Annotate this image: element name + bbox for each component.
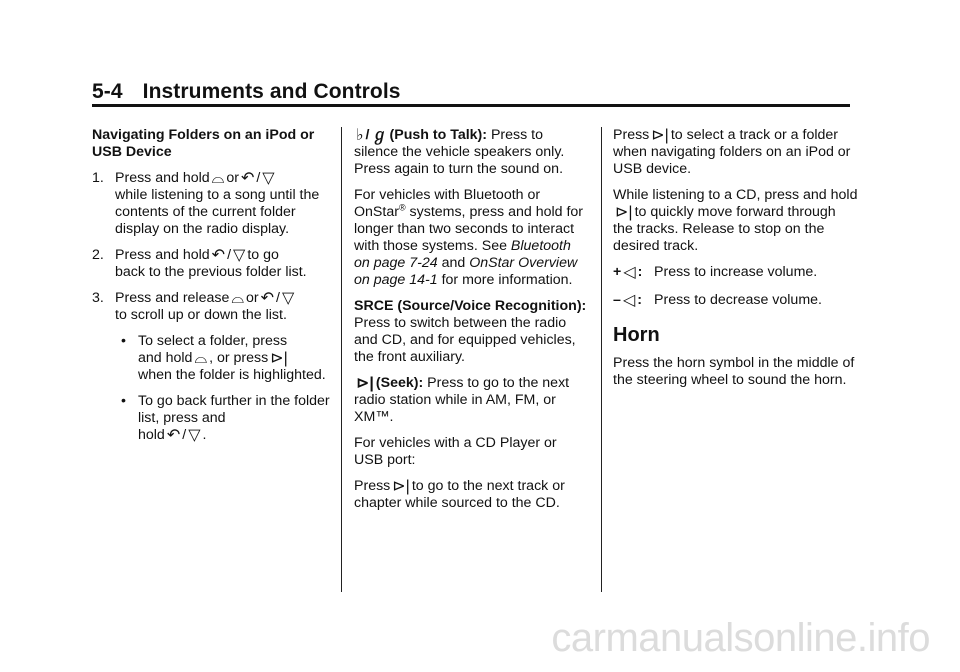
seek-next-icon: ⊳|	[615, 204, 633, 221]
ptt-label: (Push to Talk):	[389, 127, 487, 143]
seek-next-icon: ⊳|	[270, 350, 288, 367]
step-text: while listening to a song until the contents of the current folder display on the radio display.	[115, 187, 320, 237]
step-number: 3.	[92, 290, 104, 306]
srce-text: Press to switch between the radio and CD, and for equipped vehicles, the front auxiliary.	[354, 315, 576, 365]
bullet-text: To select a folder, press	[138, 333, 288, 349]
up-arrow-icon: ⌓	[211, 170, 225, 187]
bullet-text: and hold	[138, 350, 193, 366]
bullet-dot: •	[121, 333, 126, 349]
volume-down-row	[613, 292, 858, 309]
bt-text: for more information.	[437, 272, 573, 288]
srce-label: SRCE (Source/Voice Recognition):	[354, 298, 587, 314]
bullet-text: To go back further in the folder list, press and	[138, 393, 330, 426]
step-text: /	[256, 170, 261, 186]
down-triangle-icon: ▽	[282, 290, 295, 307]
bullet-dot: •	[121, 393, 126, 409]
volume-up-text: Press to increase volume.	[654, 264, 818, 280]
track-paragraph	[613, 127, 858, 178]
forward-paragraph	[613, 187, 858, 255]
volume-down-text: Press to decrease volume.	[654, 292, 822, 308]
seek-text: Press to go to the next radio station while in AM, FM, or XM™.	[354, 375, 570, 425]
volume-up-sign: +	[613, 264, 622, 280]
srce-paragraph	[354, 298, 589, 366]
step-text: /	[227, 247, 232, 263]
step-text: to scroll up or down the list.	[115, 307, 287, 323]
cd-paragraph: For vehicles with a CD Player or USB port:	[354, 435, 557, 468]
seek-next-icon: ⊳|	[651, 127, 669, 144]
ptt-text: Press to silence the vehicle speakers only. Press again to turn the sound on.	[354, 127, 565, 177]
step-text: Press and hold	[115, 170, 210, 186]
step-text: or	[246, 290, 259, 306]
step-1	[92, 170, 337, 238]
ptt-slash: /	[365, 127, 370, 143]
volume-down-key: – ◁ :	[613, 292, 642, 309]
volume-up-row	[613, 264, 858, 281]
step-2	[92, 247, 337, 281]
up-arrow-icon: ⌓	[231, 290, 245, 307]
seek-label: (Seek):	[375, 375, 424, 391]
step-text: or	[226, 170, 239, 186]
cross-reference: Bluetooth on page 7-24	[354, 238, 571, 271]
step-3	[92, 290, 337, 324]
column-divider	[601, 127, 602, 592]
watermark: carmanualsonline.info	[551, 616, 930, 660]
step-text: /	[276, 290, 280, 306]
bullet-item	[115, 333, 337, 384]
bullet-text: , or press	[209, 350, 269, 366]
column-2	[354, 127, 589, 521]
bt-text: and	[437, 255, 470, 271]
push-to-talk-icon: ℊ	[371, 127, 388, 144]
horn-paragraph: Press the horn symbol in the middle of the steering wheel to sound the horn.	[613, 355, 855, 388]
volume-down-sign: –	[613, 292, 621, 308]
up-arrow-icon: ⌓	[194, 350, 208, 367]
registered-mark: ®	[398, 202, 406, 213]
column-1	[92, 127, 337, 453]
push-to-talk-icon: ♭	[356, 127, 364, 144]
bullet-text: /	[182, 427, 187, 443]
seek-next-icon: ⊳|	[356, 375, 374, 392]
back-icon: ↶	[211, 247, 226, 264]
bullet-text: hold	[138, 427, 165, 443]
forward-text: While listening to a CD, press and hold	[613, 187, 858, 203]
bt-text: For vehicles with Bluetooth or OnStar	[354, 187, 541, 220]
volume-icon: ◁	[623, 264, 636, 281]
section-heading: Navigating Folders on an iPod or USB Device	[92, 127, 315, 160]
page-header	[92, 80, 401, 104]
press-text: to go to the next track or chapter while sourced to the CD.	[354, 478, 565, 511]
press-text: Press	[354, 478, 391, 494]
step-text: back to the previous folder list.	[115, 264, 307, 280]
step-number: 2.	[92, 247, 104, 263]
page-title: Instruments and Controls	[142, 80, 401, 103]
volume-icon: ◁	[622, 292, 636, 309]
back-icon: ↶	[240, 170, 255, 187]
press-paragraph	[354, 478, 589, 512]
step-text: to go	[247, 247, 279, 263]
track-text: to select a track or a folder when navigating folders on an iPod or USB device.	[613, 127, 851, 177]
bullet-item	[115, 393, 337, 444]
cross-reference: OnStar Overview on page 14-1	[354, 255, 578, 288]
column-3	[613, 127, 858, 398]
down-triangle-icon: ▽	[188, 427, 201, 444]
bullet-list	[115, 333, 337, 444]
page-number: 5-4	[92, 80, 123, 103]
down-triangle-icon: ▽	[233, 247, 246, 264]
column-divider	[341, 127, 342, 592]
seek-paragraph	[354, 375, 589, 426]
step-text: Press and hold	[115, 247, 210, 263]
bullet-text: .	[202, 427, 207, 443]
forward-text: to quickly move forward through the tracks. Release to stop on the desired track.	[613, 204, 836, 254]
seek-next-icon: ⊳|	[392, 478, 410, 495]
back-icon: ↶	[166, 427, 181, 444]
header-rule	[92, 104, 850, 107]
bullet-text: when the folder is highlighted.	[138, 367, 326, 383]
down-triangle-icon: ▽	[262, 170, 275, 187]
step-text: Press and release	[115, 290, 230, 306]
bt-text: systems, press and hold for longer than two seconds to interact with those systems. See	[354, 204, 584, 254]
track-text: Press	[613, 127, 650, 143]
horn-heading: Horn	[613, 324, 660, 346]
back-icon: ↶	[260, 290, 275, 307]
bluetooth-paragraph	[354, 187, 589, 289]
step-number: 1.	[92, 170, 104, 186]
ptt-paragraph	[354, 127, 589, 178]
volume-up-key: + ◁ :	[613, 264, 643, 281]
